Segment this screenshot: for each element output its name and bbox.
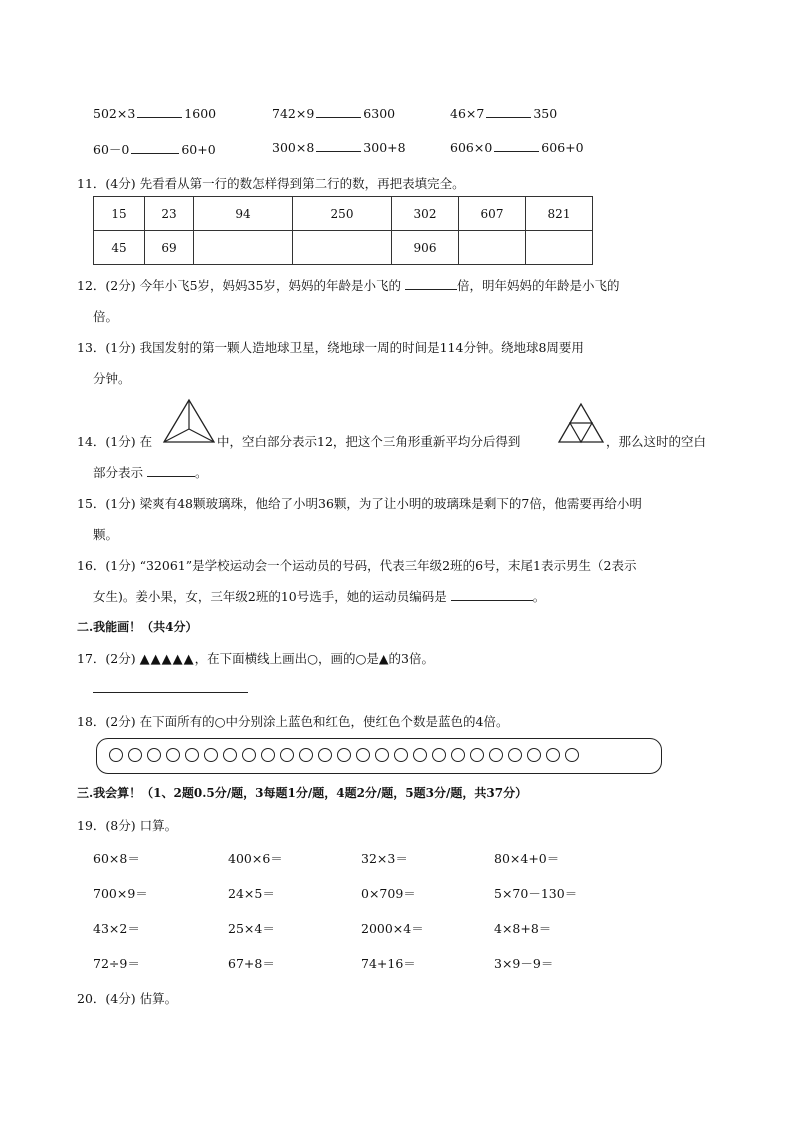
section-3-heading: 三.我会算！（1、2题0.5分/题，3每题1分/题，4题2分/题，5题3分/题，共37分） — [77, 786, 528, 800]
triangles-icon: ▲▲▲▲▲ — [139, 652, 195, 667]
circle-icon[interactable] — [299, 748, 313, 762]
circles-row[interactable] — [109, 745, 584, 765]
circle-icon[interactable] — [128, 748, 142, 762]
q16-line1: 16．(1分) “32061”是学校运动会一个运动员的号码，代表三年级2班的6号，末尾1表示男生（2表示 — [77, 558, 637, 573]
circle-icon[interactable] — [565, 748, 579, 762]
number-table — [93, 196, 593, 265]
circle-icon[interactable] — [375, 748, 389, 762]
circle-icon[interactable] — [109, 748, 123, 762]
table-cell: 94 — [194, 197, 293, 231]
table-cell: 607 — [459, 197, 526, 231]
circle-icon[interactable] — [508, 748, 522, 762]
circle-icon[interactable] — [204, 748, 218, 762]
compare-2b: 300×8 300+8 — [272, 140, 406, 155]
calc-item: 32×3＝ — [361, 851, 408, 866]
q13-line2: 分钟。 — [93, 371, 131, 386]
circle-icon[interactable] — [185, 748, 199, 762]
table-cell-empty[interactable] — [293, 231, 392, 265]
q14-line2: 部分表示 。 — [93, 465, 208, 480]
table-cell: 23 — [145, 197, 194, 231]
circle-icon[interactable] — [280, 748, 294, 762]
calc-item: 4×8+8＝ — [494, 921, 552, 936]
table-cell: 821 — [526, 197, 593, 231]
q15-line2: 颗。 — [93, 527, 119, 542]
circle-icon[interactable] — [261, 748, 275, 762]
table-cell: 15 — [94, 197, 145, 231]
table-cell-empty[interactable] — [194, 231, 293, 265]
calc-item: 3×9－9＝ — [494, 956, 554, 971]
triangle-divided-3-icon — [162, 398, 216, 444]
q11-text: 11．(4分) 先看看从第一行的数怎样得到第二行的数，再把表填完全。 — [77, 176, 465, 191]
circle-icon[interactable] — [489, 748, 503, 762]
table-cell: 906 — [392, 231, 459, 265]
table-cell: 45 — [94, 231, 145, 265]
q12-line1: 12．(2分) 今年小飞5岁，妈妈35岁，妈妈的年龄是小飞的 倍，明年妈妈的年龄是小飞的 — [77, 278, 620, 293]
q13-line1: 13．(1分) 我国发射的第一颗人造地球卫星，绕地球一周的时间是114分钟。绕地球8周要用 — [77, 340, 584, 355]
q16-line2: 女生)。姜小果，女，三年级2班的10号选手，她的运动员编码是 。 — [93, 589, 546, 604]
table-cell-empty[interactable] — [459, 231, 526, 265]
q14-line1a: 14．(1分) 在 — [77, 434, 153, 449]
circle-icon[interactable] — [394, 748, 408, 762]
q17-text: 17．(2分) ▲▲▲▲▲，在下面横线上画出○，画的○是▲的3倍。 — [77, 651, 434, 667]
calc-item: 80×4+0＝ — [494, 851, 560, 866]
calc-item: 43×2＝ — [93, 921, 140, 936]
circle-icon[interactable] — [147, 748, 161, 762]
circle-icon[interactable] — [546, 748, 560, 762]
calc-item: 24×5＝ — [228, 886, 275, 901]
q12-line2: 倍。 — [93, 309, 119, 324]
calc-item: 700×9＝ — [93, 886, 148, 901]
circle-icon[interactable] — [242, 748, 256, 762]
table-cell: 302 — [392, 197, 459, 231]
table-cell: 250 — [293, 197, 392, 231]
compare-1c: 46×7 350 — [450, 106, 558, 121]
table-cell-empty[interactable] — [526, 231, 593, 265]
q14-line1b: 中，空白部分表示12，把这个三角形重新平均分后得到 — [217, 434, 521, 449]
calc-item: 0×709＝ — [361, 886, 416, 901]
triangle-divided-4-icon — [557, 402, 605, 444]
circle-icon[interactable] — [337, 748, 351, 762]
circle-icon[interactable] — [432, 748, 446, 762]
compare-2a: 60－0 60+0 — [93, 142, 216, 157]
circle-icon[interactable] — [356, 748, 370, 762]
compare-1a: 502×3 1600 — [93, 106, 217, 121]
compare-1b: 742×9 6300 — [272, 106, 396, 121]
q15-line1: 15．(1分) 梁爽有48颗玻璃珠，他给了小明36颗，为了让小明的玻璃珠是剩下的7倍，他需要再给小明 — [77, 496, 642, 511]
calc-item: 400×6＝ — [228, 851, 283, 866]
circle-icon[interactable] — [527, 748, 541, 762]
calc-item: 25×4＝ — [228, 921, 275, 936]
q17-answer-line[interactable] — [93, 692, 248, 693]
circle-icon[interactable] — [223, 748, 237, 762]
section-2-heading: 二.我能画！（共4分） — [77, 620, 198, 634]
calc-item: 72÷9＝ — [93, 956, 140, 971]
calc-item: 2000×4＝ — [361, 921, 424, 936]
calc-item: 60×8＝ — [93, 851, 140, 866]
calc-item: 67+8＝ — [228, 956, 275, 971]
q20-text: 20．(4分) 估算。 — [77, 991, 178, 1006]
table-cell: 69 — [145, 231, 194, 265]
circle-icon[interactable] — [451, 748, 465, 762]
q18-text: 18．(2分) 在下面所有的○中分别涂上蓝色和红色，使红色个数是蓝色的4倍。 — [77, 714, 509, 729]
circle-icon[interactable] — [470, 748, 484, 762]
compare-2c: 606×0 606+0 — [450, 140, 584, 155]
circle-icon[interactable] — [166, 748, 180, 762]
q19-text: 19．(8分) 口算。 — [77, 818, 178, 833]
circle-icon[interactable] — [318, 748, 332, 762]
q14-line1c: ，那么这时的空白 — [606, 434, 707, 449]
calc-item: 74+16＝ — [361, 956, 416, 971]
calc-item: 5×70－130＝ — [494, 886, 578, 901]
circle-icon[interactable] — [413, 748, 427, 762]
